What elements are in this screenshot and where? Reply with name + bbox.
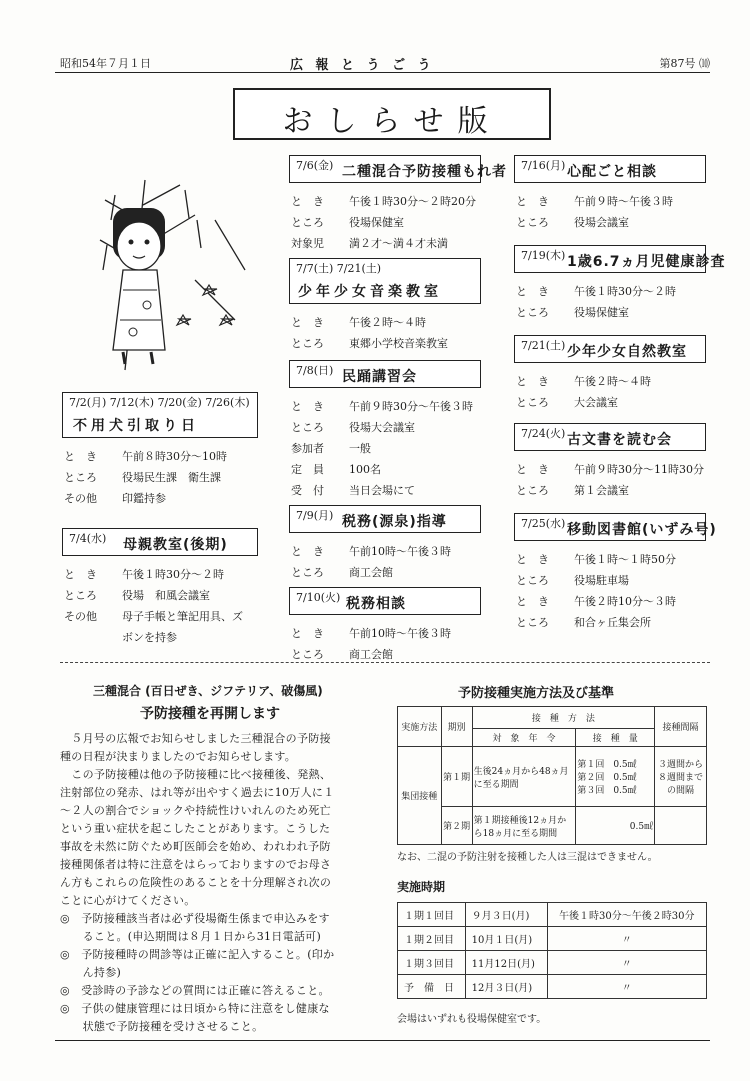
schedule-table <box>397 902 707 999</box>
schedule-cell: １期２回目 <box>398 927 466 951</box>
event-title-box <box>514 423 706 451</box>
event-row-value: 午前９時30分～午後３時 <box>349 400 473 413</box>
event-row-value: 午後２時～４時 <box>574 375 651 388</box>
vaccine-line: ◎ 予防接種該当者は必ず役場衛生係まで申込みをす <box>60 912 330 925</box>
event-row-value: 午前９時～午後３時 <box>574 195 673 208</box>
event-row-value: 東郷小学校音楽教室 <box>349 337 448 350</box>
event-row-key: ところ <box>64 589 97 602</box>
event-row-key: と き <box>291 400 324 413</box>
event-row-key: と き <box>516 595 549 608</box>
vaccine-line: という重い症状を起こしたことがあります。こうした <box>60 822 331 835</box>
event-row-key: と き <box>516 463 549 476</box>
event-row-value: 和合ヶ丘集会所 <box>574 616 651 629</box>
schedule-row <box>398 903 707 927</box>
th-amount: 接 種 量 <box>576 729 655 747</box>
event-row-key: と き <box>291 545 324 558</box>
event-row-key: ところ <box>291 648 324 661</box>
event-row-key: ところ <box>291 566 324 579</box>
cell-p1-amount: 第１回 0.5㎖ 第２回 0.5㎖ 第３回 0.5㎖ <box>576 747 655 807</box>
event-row-key: ところ <box>516 484 549 497</box>
event-row-key: 参加者 <box>291 442 324 455</box>
event-row-value: 当日会場にて <box>349 484 415 497</box>
cell-p1-interval: ３週間から８週間までの間隔 <box>655 747 707 807</box>
cell-p1-target: 生後24ヵ月から48ヵ月に至る期間 <box>472 747 576 807</box>
event-row-key: と き <box>291 195 324 208</box>
vaccine-body <box>60 730 390 1036</box>
vaccine-line: ◎ 子供の健康管理には日頃から特に注意をし健康な <box>60 1002 330 1015</box>
page-header <box>60 55 710 73</box>
event-title: 古文書を読む会 <box>567 432 672 448</box>
event-row-key: ところ <box>516 396 549 409</box>
event-date: 7/6(金) <box>296 159 334 172</box>
event-title-box <box>289 360 481 388</box>
event-row-value: ボンを持参 <box>122 631 177 644</box>
newspaper-name: 広 報 と う ご う <box>290 58 435 73</box>
event-row-key: ところ <box>291 421 324 434</box>
vaccine-line: この予防接種は他の予防接種に比べ接種後、発熱、 <box>60 768 332 781</box>
event-row-value: 午後２時10分～３時 <box>574 595 676 608</box>
event-row-value: 母子手帳と筆記用具、ズ <box>122 610 243 623</box>
event-date: 7/2(月) 7/12(木) 7/20(金) 7/26(木) <box>69 396 250 409</box>
cell-p2-target: 第１期接種後12ヵ月から18ヵ月に至る期間 <box>472 807 576 845</box>
vaccine-subtitle: 予防接種を再開します <box>140 706 280 722</box>
event-title-box <box>514 335 706 363</box>
schedule-cell: 10月１日(月) <box>465 927 547 951</box>
event-title-box <box>289 258 481 304</box>
event-row-key: と き <box>291 627 324 640</box>
event-row-value: 商工会館 <box>349 566 393 579</box>
event-title: 心配ごと相談 <box>567 164 657 180</box>
vaccine-line: ん方もこれらの危険性のあることを十分理解され次の <box>60 876 332 889</box>
event-row-key: と き <box>64 568 97 581</box>
vaccine-line: 接種関係者は特に注意をはらっておりますのでお母さ <box>60 858 332 871</box>
event-row-key: と き <box>291 316 324 329</box>
th-period: 期別 <box>441 707 472 747</box>
event-date: 7/21(土) <box>521 339 566 352</box>
cell-p1: 第１期 <box>441 747 472 807</box>
schedule-row <box>398 951 707 975</box>
vaccine-line: ◎ 予防接種時の問診等は正確に記入すること。(印か <box>60 948 335 961</box>
event-row-key: ところ <box>291 216 324 229</box>
event-date: 7/4(水) <box>69 532 107 545</box>
event-title-box <box>62 528 258 556</box>
event-row-value: 一般 <box>349 442 371 455</box>
event-row-key: と き <box>64 450 97 463</box>
event-date: 7/10(火) <box>296 591 341 604</box>
header-rule <box>55 72 710 73</box>
standards-table <box>397 706 707 845</box>
event-row-value: 商工会館 <box>349 648 393 661</box>
standards-note: なお、二混の予防注射を接種した人は三混はできません。 <box>397 852 658 863</box>
schedule-cell: ９月３日(月) <box>465 903 547 927</box>
event-row-key: ところ <box>64 471 97 484</box>
cell-method: 集団接種 <box>398 747 442 845</box>
event-row-key: と き <box>516 285 549 298</box>
event-title: 移動図書館(いずみ号) <box>567 522 717 538</box>
cell-p2-amount: 0.5㎖ <box>576 807 655 845</box>
event-title: 税務相談 <box>346 596 406 612</box>
event-row-key: 定 員 <box>291 463 324 476</box>
event-date: 7/16(月) <box>521 159 566 172</box>
event-row-key: ところ <box>516 574 549 587</box>
schedule-cell: １期１回目 <box>398 903 466 927</box>
event-title: 母親教室(後期) <box>123 537 228 553</box>
schedule-row <box>398 975 707 999</box>
vaccine-line: ん持参) <box>60 966 122 979</box>
event-date: 7/19(木) <box>521 249 566 262</box>
event-title-box <box>514 155 706 183</box>
event-row-key: と き <box>516 195 549 208</box>
event-title-box <box>514 513 717 541</box>
banner-title: おしらせ版 <box>282 104 502 139</box>
event-row-value: 役場民生課 衛生課 <box>122 471 221 484</box>
event-title: 少年少女自然教室 <box>567 344 687 360</box>
event-row-value: 午前10時～午後３時 <box>349 627 451 640</box>
schedule-row <box>398 927 707 951</box>
vaccine-line: 状態で予防接種を受けさせること。 <box>60 1020 264 1033</box>
event-title-box <box>289 155 507 183</box>
event-row-value: 午後１時30分～２時 <box>122 568 224 581</box>
event-row-key: ところ <box>516 216 549 229</box>
event-row-value: 満２才～満４才未満 <box>349 237 448 250</box>
event-row-value: 印鑑持参 <box>122 492 166 505</box>
event-row-key: と き <box>516 553 549 566</box>
event-title: 1歳6.7ヵ月児健康診査 <box>567 254 726 270</box>
event-title-box <box>289 587 481 615</box>
vaccine-line: ５月号の広報でお知らせしました三種混合の予防接 <box>60 732 331 745</box>
schedule-cell: 12月３日(月) <box>465 975 547 999</box>
event-date: 7/7(土) 7/21(土) <box>296 262 382 275</box>
event-row-value: 第１会議室 <box>574 484 629 497</box>
issue-date: 昭和54年７月１日 <box>60 57 151 70</box>
standards-title: 予防接種実施方法及び基準 <box>458 686 615 701</box>
event-row-value: 100名 <box>349 463 381 476</box>
event-row-value: 午後１時30分～２時20分 <box>349 195 476 208</box>
schedule-cell: 午後１時30分～午後２時30分 <box>547 903 706 927</box>
event-row-key: 受 付 <box>291 484 324 497</box>
vaccine-line: ること。(申込期間は８月１日から31日電話可) <box>60 930 322 943</box>
th-method: 実施方法 <box>398 707 442 747</box>
event-date: 7/9(月) <box>296 509 334 522</box>
event-date: 7/25(水) <box>521 517 566 530</box>
event-row-value: 午前10時～午後３時 <box>349 545 451 558</box>
event-row-key: と き <box>516 375 549 388</box>
schedule-cell: 予 備 日 <box>398 975 466 999</box>
schedule-cell: 〃 <box>547 975 706 999</box>
vaccine-line: 注射部位の発赤、はれ等が出やすく過去に10万人に１ <box>60 786 335 799</box>
event-title: 不用犬引取り日 <box>73 418 199 434</box>
vaccine-line: ◎ 受診時の予診などの質問には正確に答えること。 <box>60 984 330 997</box>
schedule-cell: 〃 <box>547 927 706 951</box>
event-row-key: その他 <box>64 610 97 623</box>
event-row-value: 役場保健室 <box>574 306 629 319</box>
event-row-key: 対象児 <box>291 237 324 250</box>
event-row-value: 午後１時～１時50分 <box>574 553 676 566</box>
event-title-box <box>514 245 726 273</box>
cell-p2-interval <box>655 807 707 845</box>
th-interval: 接種間隔 <box>655 707 707 747</box>
event-title: 民踊講習会 <box>342 369 417 385</box>
banner <box>233 88 551 140</box>
th-target: 対 象 年 令 <box>472 729 576 747</box>
event-row-key: ところ <box>516 306 549 319</box>
event-row-value: 午前９時30分～11時30分 <box>574 463 704 476</box>
th-howto: 接 種 方 法 <box>472 707 654 729</box>
schedule-cell: １期３回目 <box>398 951 466 975</box>
tanabata-girl-illustration <box>85 160 250 375</box>
event-title-box <box>62 392 258 438</box>
event-row-value: 大会議室 <box>574 396 618 409</box>
event-title: 少年少女音楽教室 <box>298 284 442 300</box>
event-row-key: ところ <box>291 337 324 350</box>
event-row-value: 午前８時30分～10時 <box>122 450 227 463</box>
event-title: 二種混合予防接種もれ者 <box>342 164 507 180</box>
event-title-box <box>289 505 481 533</box>
event-row-key: ところ <box>516 616 549 629</box>
event-row-value: 役場保健室 <box>349 216 404 229</box>
event-row-value: 午後２時～４時 <box>349 316 426 329</box>
schedule-cell: 11月12日(月) <box>465 951 547 975</box>
cell-p2: 第２期 <box>441 807 472 845</box>
event-title: 税務(源泉)指導 <box>342 514 447 530</box>
event-row-value: 役場大会議室 <box>349 421 415 434</box>
schedule-title: 実施時期 <box>397 880 446 894</box>
event-date: 7/24(火) <box>521 427 566 440</box>
vaccine-line: ～２人の割合でショックや持続性けいれんのため死亡 <box>60 804 331 817</box>
schedule-cell: 〃 <box>547 951 706 975</box>
event-date: 7/8(日) <box>296 364 334 377</box>
event-row-value: 役場 和風会議室 <box>122 589 210 602</box>
event-row-value: 役場駐車場 <box>574 574 629 587</box>
vaccine-line: ことに心がけてください。 <box>60 894 196 907</box>
event-row-value: 午後１時30分～２時 <box>574 285 676 298</box>
vaccine-line: 事故を未然に防ぐため町医師会を始め、われわれ予防 <box>60 840 331 853</box>
event-row-key: その他 <box>64 492 97 505</box>
footer-rule <box>55 1040 710 1041</box>
event-row-value: 役場会議室 <box>574 216 629 229</box>
vaccine-title: 三種混合 (百日ぜき、ジフテリア、破傷風) <box>93 684 323 698</box>
schedule-note: 会場はいずれも役場保健室です。 <box>397 1014 547 1025</box>
issue-number: 第87号 ⑽ <box>659 57 710 70</box>
section-divider <box>60 662 710 663</box>
vaccine-line: 種の日程が決まりましたのでお知らせします。 <box>60 750 297 763</box>
